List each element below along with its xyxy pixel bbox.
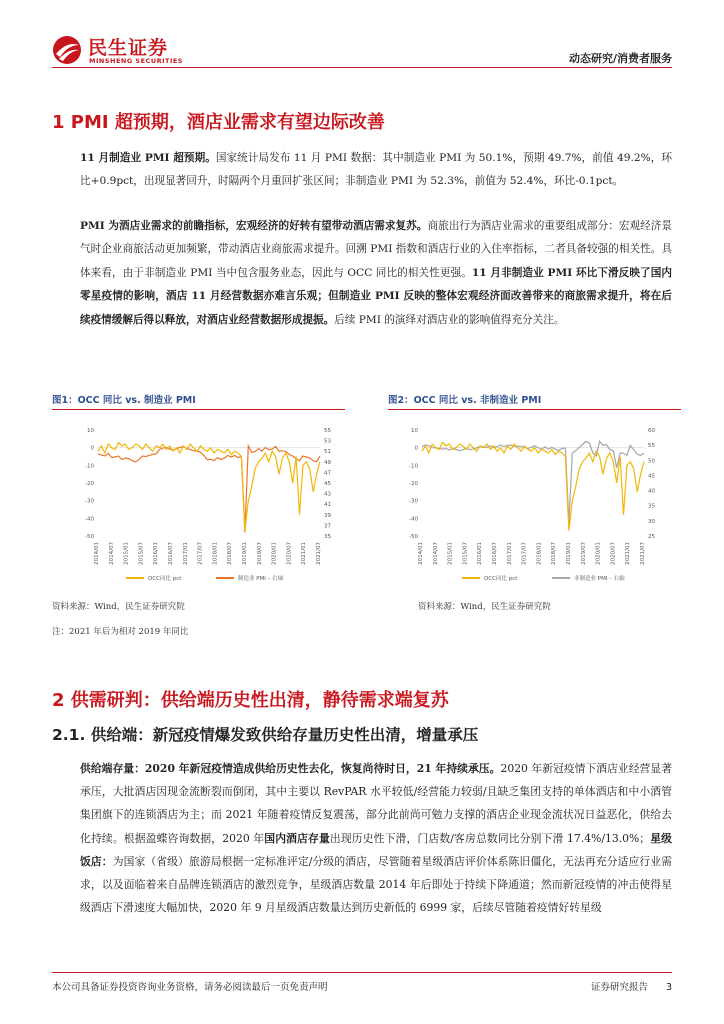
x-tick-label: 2017/07: [197, 542, 204, 565]
x-tick-label: 2017/07: [521, 542, 528, 565]
x-tick-label: 2017/01: [506, 542, 513, 565]
figure-2-title: 图2：OCC 同比 vs. 非制造业 PMI: [388, 392, 681, 410]
paragraph-pmi-hotel: PMI 为酒店业需求的前瞻指标，宏观经济的好转有望带动酒店需求复苏。商旅出行为酒店业需求的重要组成部分：宏观经济景气时企业商旅活动更加频繁，带动酒店业商旅需求提升。回溯 PMI 指数和酒店行业的入住率指标，二者具备较强的相关性。具体来看，由于非制造业 PMI 当中包含服务业态，因此与 OCC 同比的相关性更强。11 月非制造业 PMI 环比下滑反映了国内零星疫情的影响，酒店 11 月经营数据亦难言乐观；但制造业 PMI 反映的整体宏观经济面改善带来的商旅需求提升，将在后续疫情缓解后得以释放，对酒店业经营数据形成提振。后续 PMI 的演绎对酒店业的影响值得充分关注。: [80, 220, 673, 326]
y-right-tick-label: 35: [324, 534, 331, 540]
figure-1-source: 资料来源：Wind，民生证券研究院: [52, 602, 185, 612]
y-left-tick-label: 0: [414, 445, 418, 452]
figure-1-title: 图1：OCC 同比 vs. 制造业 PMI: [52, 392, 345, 410]
y-left-tick-label: 0: [90, 445, 94, 452]
y-right-tick-label: 47: [324, 470, 331, 477]
minsheng-logo-icon: [52, 35, 82, 65]
y-left-tick-label: -30: [409, 498, 418, 505]
footer-report-type: 证券研究报告: [590, 982, 648, 993]
y-right-tick-label: 37: [324, 523, 331, 530]
paragraph-pmi-data: 11 月制造业 PMI 超预期。国家统计局发布 11 月 PMI 数据：其中制造业 PMI 为 50.1%，预期 49.7%，前值 49.2%，环比+0.9pct，出现显著回升，时隔两个月重回扩张区间；非制造业 PMI 为 52.3%，前值为 52.4%，环比-0.1pct。: [80, 152, 672, 188]
x-tick-label: 2021/07: [640, 542, 646, 565]
y-left-tick-label: -10: [409, 463, 418, 470]
x-tick-label: 2021/01: [625, 542, 632, 565]
x-tick-label: 2020/01: [271, 542, 278, 565]
figure-note: 注：2021 年后为相对 2019 年同比: [52, 627, 189, 637]
paragraph-supply: 供给端存量：2020 年新冠疫情造成供给历史性去化，恢复尚待时日，21 年持续承压。2020 年新冠疫情下酒店业经营显著承压，大批酒店因现金流断裂而倒闭，其中主要以 RevPAR 水平较低/经营能力较弱/且缺乏集团支持的单体酒店和中小酒管集团旗下的连锁酒店为主；而 2021 年随着疫情反复震荡，部分此前尚可勉力支撑的酒店企业现金流状况日益恶化，供给去化持续。根据盈蝶咨询数据，2020 年国内酒店存量出现历史性下滑，门店数/客房总数同比分别下滑 17.4%/13.0%；星级饭店：为国家（省级）旅游局根据一定标准评定/分级的酒店，尽管随着星级酒店评价体系陈旧僵化，无法再充分适应行业需求，以及面临着来自品牌连锁酒店的激烈竞争，星级酒店数量 2014 年后即处于持续下降通道；然而新冠疫情的冲击使得星级酒店下滑速度大幅加快，2020 年 9 月星级酒店数量达到历史新低的 6999 家，后续尽管随着疫情好转星级: [80, 762, 672, 915]
y-left-tick-label: -50: [85, 534, 94, 540]
legend-label: 制造业 PMI – 右轴: [238, 576, 284, 582]
x-tick-label: 2016/01: [153, 542, 160, 565]
y-left-tick-label: -50: [409, 534, 418, 540]
series-line-pmi: [98, 446, 320, 532]
y-right-tick-label: 35: [648, 503, 655, 510]
y-right-tick-label: 25: [648, 534, 655, 540]
x-tick-label: 2018/07: [551, 542, 558, 565]
x-tick-label: 2015/07: [138, 542, 145, 565]
x-tick-label: 2018/07: [227, 542, 234, 565]
series-line-occ: [422, 442, 644, 530]
header-divider: [52, 67, 672, 68]
x-tick-label: 2016/07: [168, 542, 174, 565]
y-right-tick-label: 43: [324, 491, 331, 498]
x-tick-label: 2018/01: [536, 542, 543, 565]
x-tick-label: 2020/07: [610, 542, 617, 565]
x-tick-label: 2016/01: [477, 542, 484, 565]
x-tick-label: 2014/07: [432, 542, 439, 565]
x-tick-label: 2019/07: [256, 542, 263, 565]
y-right-tick-label: 53: [324, 438, 331, 445]
figure-2-source: 资料来源：Wind，民生证券研究院: [418, 602, 551, 612]
y-right-tick-label: 51: [324, 449, 331, 456]
logo-text-cn: 民生证券: [88, 37, 169, 59]
y-right-tick-label: 45: [648, 473, 655, 480]
x-tick-label: 2019/07: [580, 542, 587, 565]
x-tick-label: 2019/01: [566, 542, 572, 565]
section-2-title: 2 供需研判：供给端历史性出清，静待需求端复苏: [52, 690, 449, 711]
y-right-tick-label: 40: [648, 488, 655, 495]
x-tick-label: 2020/07: [286, 542, 293, 565]
y-left-tick-label: -20: [85, 481, 94, 487]
y-left-tick-label: -40: [85, 516, 94, 523]
x-tick-label: 2021/01: [301, 542, 308, 565]
x-tick-label: 2014/07: [108, 542, 115, 565]
y-right-tick-label: 49: [324, 459, 331, 466]
y-left-tick-label: -30: [85, 498, 94, 505]
footer-divider: [52, 972, 672, 973]
chart-occ-vs-manufacturing-pmi: [68, 418, 368, 593]
section-2-1-title: 2.1. 供给端：新冠疫情爆发致供给存量历史性出清，增量承压: [52, 726, 479, 744]
legend-label: OCC同比 pct: [148, 576, 182, 582]
x-tick-label: 2015/01: [447, 542, 454, 565]
y-left-tick-label: -40: [409, 516, 418, 523]
x-tick-label: 2016/07: [492, 542, 498, 565]
x-tick-label: 2014/01: [94, 542, 100, 565]
x-tick-label: 2020/01: [595, 542, 602, 565]
footer-disclaimer: 本公司具备证券投资咨询业务资格，请务必阅读最后一页免责声明: [52, 982, 328, 993]
y-left-tick-label: -10: [85, 463, 94, 470]
section-1-title: 1 PMI 超预期，酒店业需求有望边际改善: [52, 112, 385, 133]
page-number: 3: [665, 982, 672, 993]
series-line-occ: [98, 442, 320, 530]
y-right-tick-label: 55: [648, 443, 655, 450]
y-right-tick-label: 41: [324, 502, 331, 509]
x-tick-label: 2015/07: [462, 542, 469, 565]
y-right-tick-label: 60: [648, 428, 655, 434]
x-tick-label: 2017/01: [182, 542, 189, 565]
y-right-tick-label: 39: [324, 512, 331, 519]
x-tick-label: 2021/07: [316, 542, 322, 565]
footer-right: [591, 979, 672, 993]
report-category: 动态研究/消费者服务: [568, 52, 672, 65]
series-line-pmi: [422, 441, 644, 522]
y-left-tick-label: 10: [411, 428, 418, 434]
y-left-tick-label: -20: [409, 481, 418, 487]
y-right-tick-label: 50: [648, 458, 655, 465]
logo-text-en: MINSHENG SECURITIES: [89, 57, 183, 65]
legend-label: OCC同比 pct: [484, 576, 518, 582]
x-tick-label: 2018/01: [212, 542, 219, 565]
y-right-tick-label: 45: [324, 481, 331, 487]
chart-occ-vs-non-manufacturing-pmi: [392, 418, 692, 593]
y-right-tick-label: 30: [648, 518, 655, 525]
y-left-tick-label: 10: [87, 428, 94, 434]
legend-label: 非制造业 PMI – 右轴: [574, 576, 625, 582]
x-tick-label: 2014/01: [418, 542, 424, 565]
x-tick-label: 2015/01: [123, 542, 130, 565]
y-right-tick-label: 55: [324, 428, 331, 434]
x-tick-label: 2019/01: [242, 542, 248, 565]
